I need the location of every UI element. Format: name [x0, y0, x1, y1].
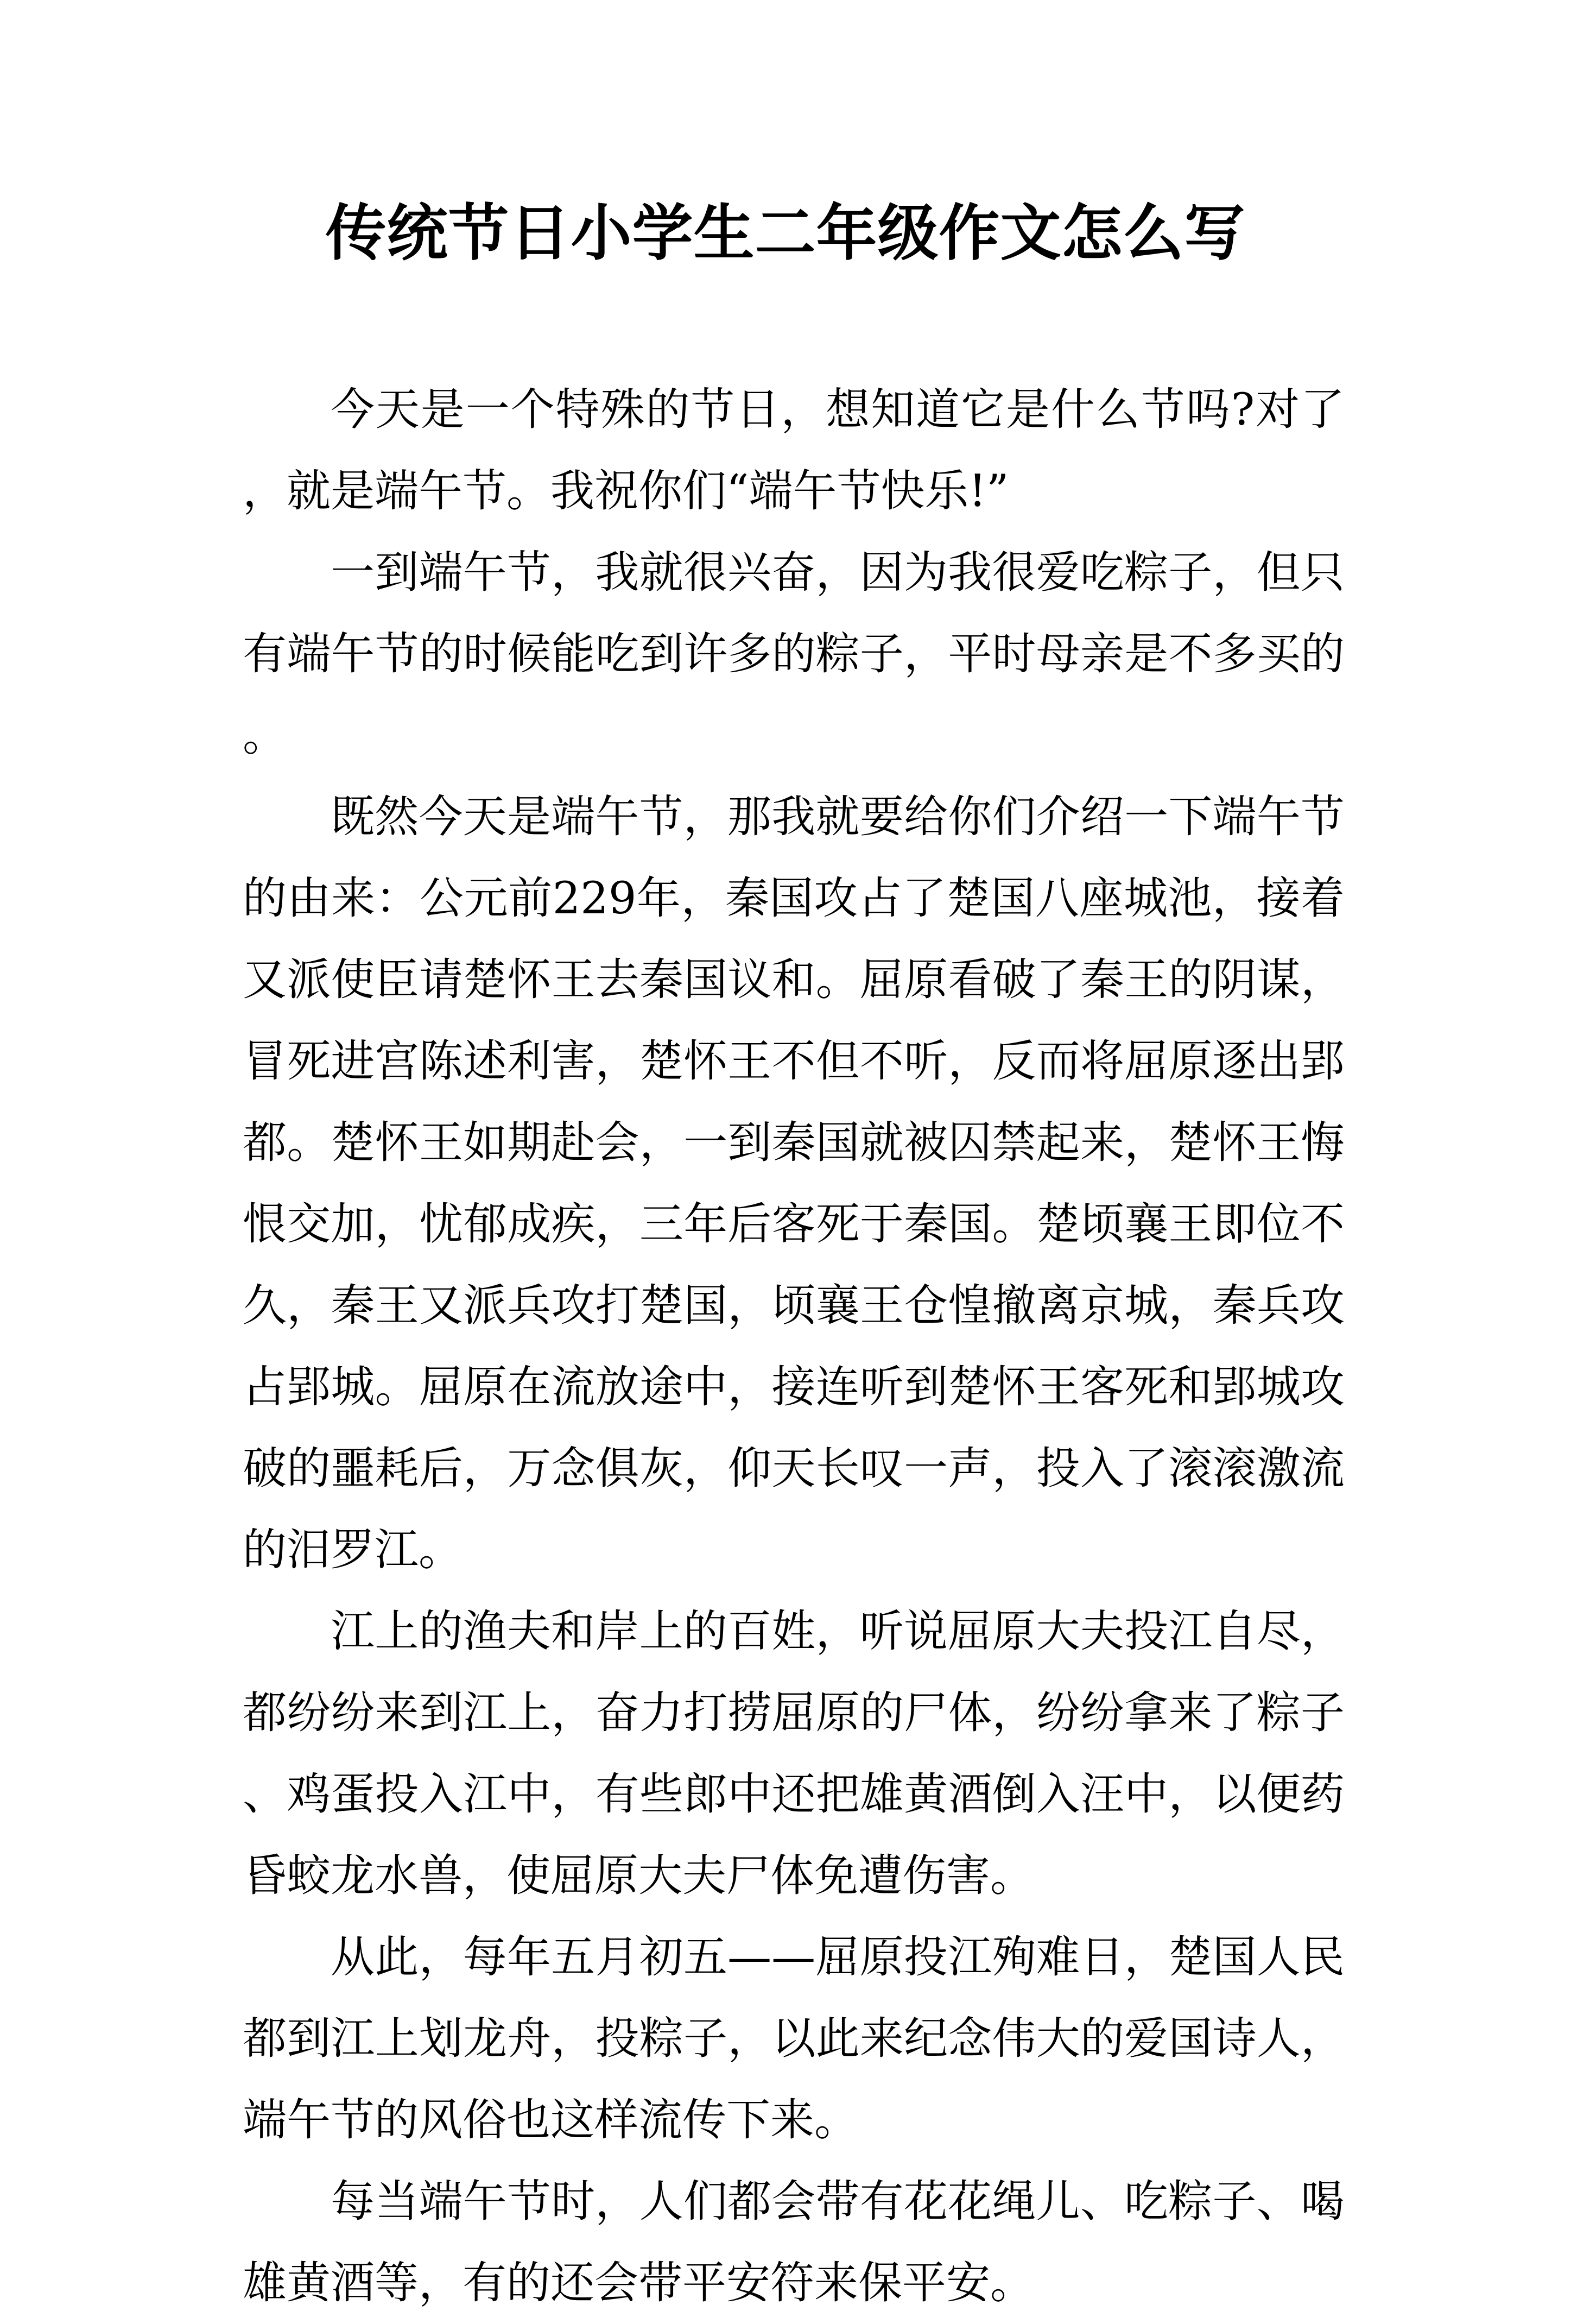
paragraph-4: 江上的渔夫和岸上的百姓，听说屈原大夫投江自尽，都纷纷来到江上，奋力打捞屈原的尸体，纷纷拿来了粽子、鸡蛋投入江中，有些郎中还把雄黄酒倒入汪中，以便药昏蛟龙水兽，使屈原大夫尸体免遭伤害。 [243, 1606, 1345, 1902]
paragraph-1: 今天是一个特殊的节日，想知道它是什么节吗?对了，就是端午节。我祝你们“端午节快乐!” [243, 384, 1345, 517]
paragraph-2: 一到端午节，我就很兴奋，因为我很爱吃粽子，但只有端午节的时候能吃到许多的粽子，平时母亲是不多买的。 [243, 547, 1345, 761]
document-title: 传统节日小学生二年级作文怎么写 [325, 198, 1246, 269]
paragraph-3: 既然今天是端午节，那我就要给你们介绍一下端午节的由来：公元前229年，秦国攻占了楚国八座城池，接着又派使臣请楚怀王去秦国议和。屈原看破了秦王的阴谋，冒死进宫陈述利害，楚怀王不但不听，反而将屈原逐出郢都。楚怀王如期赴会，一到秦国就被囚禁起来，楚怀王悔恨交加，忧郁成疾，三年后客死于秦国。楚顷襄王即位不久，秦王又派兵攻打楚国，顷襄王仓惶撤离京城，秦兵攻占郢城。屈原在流放途中，接连听到楚怀王客死和郢城攻破的噩耗后，万念俱灰，仰天长叹一声，投入了滚滚激流的汨罗江。 [243, 792, 1345, 1576]
paragraph-6: 每当端午节时，人们都会带有花花绳儿、吃粽子、喝雄黄酒等，有的还会带平安符来保平安。 [243, 2176, 1345, 2309]
document-body [243, 369, 1345, 2324]
paragraph-5: 从此，每年五月初五——屈原投江殉难日，楚国人民都到江上划龙舟，投粽子，以此来纪念伟大的爱国诗人，端午节的风俗也这样流传下来。 [243, 1932, 1345, 2146]
